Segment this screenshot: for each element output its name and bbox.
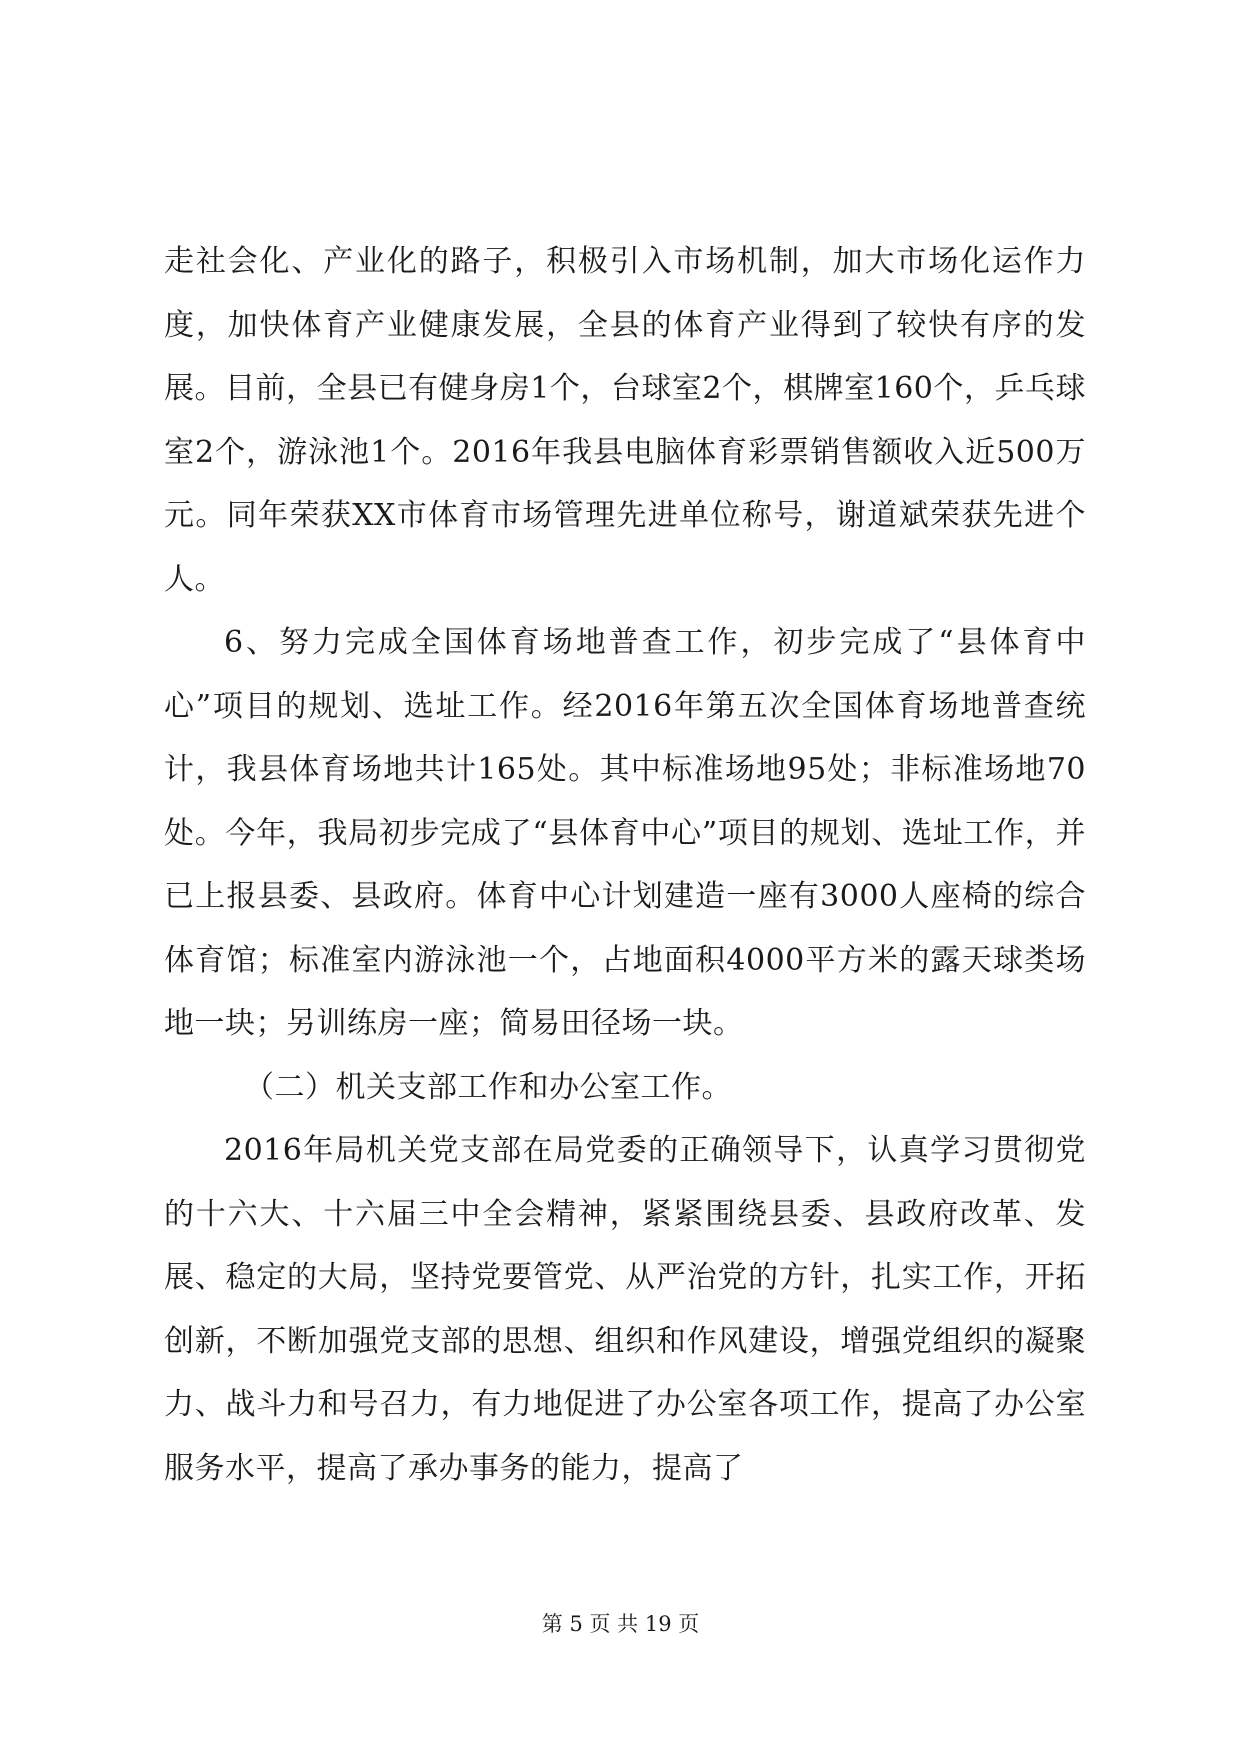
- document-body: [164, 230, 1086, 1500]
- page-footer: 第 5 页 共 19 页: [541, 1612, 700, 1636]
- paragraph-party-branch: 2016年局机关党支部在局党委的正确领导下，认真学习贯彻党的十六大、十六届三中全会精神，紧紧围绕县委、县政府改革、发展、稳定的大局，坚持党要管党、从严治党的方针，扎实工作，开拓创新，不断加强党支部的思想、组织和作风建设，增强党组织的凝聚力、战斗力和号召力，有力地促进了办公室各项工作，提高了办公室服务水平，提高了承办事务的能力，提高了: [164, 1133, 1086, 1486]
- section-heading: （二）机关支部工作和办公室工作。: [244, 1069, 732, 1105]
- paragraph-item-6: 6、努力完成全国体育场地普查工作，初步完成了“县体育中心”项目的规划、选址工作。经2016年第五次全国体育场地普查统计，我县体育场地共计165处。其中标准场地95处；非标准场地70处。今年，我局初步完成了“县体育中心”项目的规划、选址工作，并已上报县委、县政府。体育中心计划建造一座有3000人座椅的综合体育馆；标准室内游泳池一个，占地面积4000平方米的露天球类场地一块；另训练房一座；简易田径场一块。: [164, 625, 1086, 1041]
- paragraph-continuation: 走社会化、产业化的路子，积极引入市场机制，加大市场化运作力度，加快体育产业健康发展，全县的体育产业得到了较快有序的发展。目前，全县已有健身房1个，台球室2个，棋牌室160个，乒乓球室2个，游泳池1个。2016年我县电脑体育彩票销售额收入近500万元。同年荣获XX市体育市场管理先进单位称号，谢道斌荣获先进个人。: [164, 244, 1086, 597]
